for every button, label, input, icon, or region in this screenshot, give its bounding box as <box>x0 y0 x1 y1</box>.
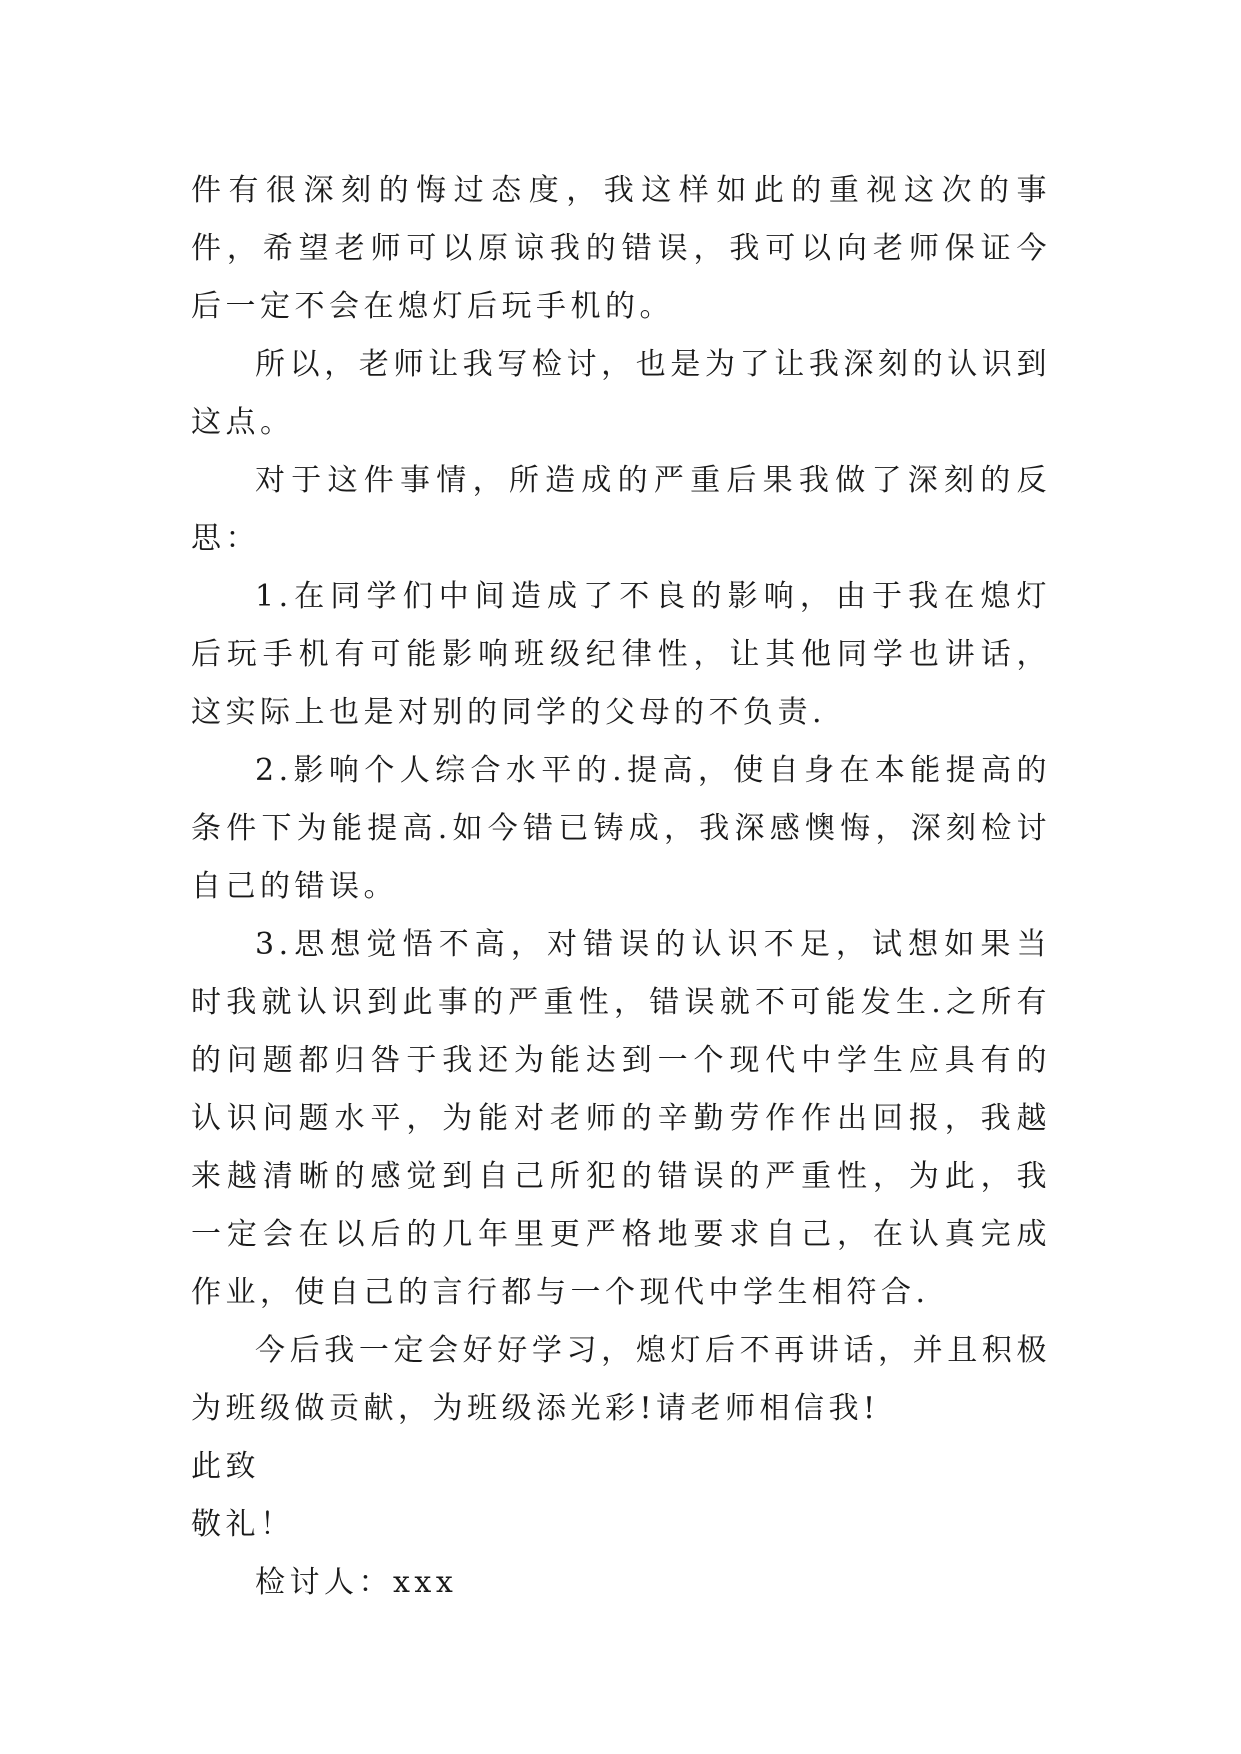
closing-regards: 敬礼！ <box>191 1507 295 1542</box>
signature-line: 检讨人：xxx <box>255 1565 458 1600</box>
paragraph-continuation: 件有很深刻的悔过态度，我这样如此的重视这次的事件，希望老师可以原谅我的错误，我可以向老师保证今后一定不会在熄灯后玩手机的。 <box>191 173 1051 324</box>
paragraph-point-2: 2.影响个人综合水平的.提高，使自身在本能提高的条件下为能提高.如今错已铸成，我深感懊悔，深刻检讨自己的错误。 <box>191 753 1051 904</box>
paragraph-point-3: 3.思想觉悟不高，对错误的认识不足，试想如果当时我就认识到此事的严重性，错误就不可能发生.之所有的问题都归咎于我还为能达到一个现代中学生应具有的认识问题水平，为能对老师的辛勤劳作作出回报，我越来越清晰的感觉到自己所犯的错误的严重性，为此，我一定会在以后的几年里更严格地要求自己，在认真完成作业，使自己的言行都与一个现代中学生相符合. <box>191 927 1051 1310</box>
paragraph-promise: 今后我一定会好好学习，熄灯后不再讲话，并且积极为班级做贡献，为班级添光彩!请老师相信我! <box>191 1333 1051 1426</box>
closing-salutation: 此致 <box>191 1449 260 1484</box>
paragraph-point-1: 1.在同学们中间造成了不良的影响，由于我在熄灯后玩手机有可能影响班级纪律性，让其他同学也讲话，这实际上也是对别的同学的父母的不负责. <box>191 579 1051 730</box>
document-body <box>191 162 1051 1612</box>
paragraph-reflection-intro: 对于这件事情，所造成的严重后果我做了深刻的反思： <box>191 463 1051 556</box>
paragraph-reason: 所以，老师让我写检讨，也是为了让我深刻的认识到这点。 <box>191 347 1051 440</box>
